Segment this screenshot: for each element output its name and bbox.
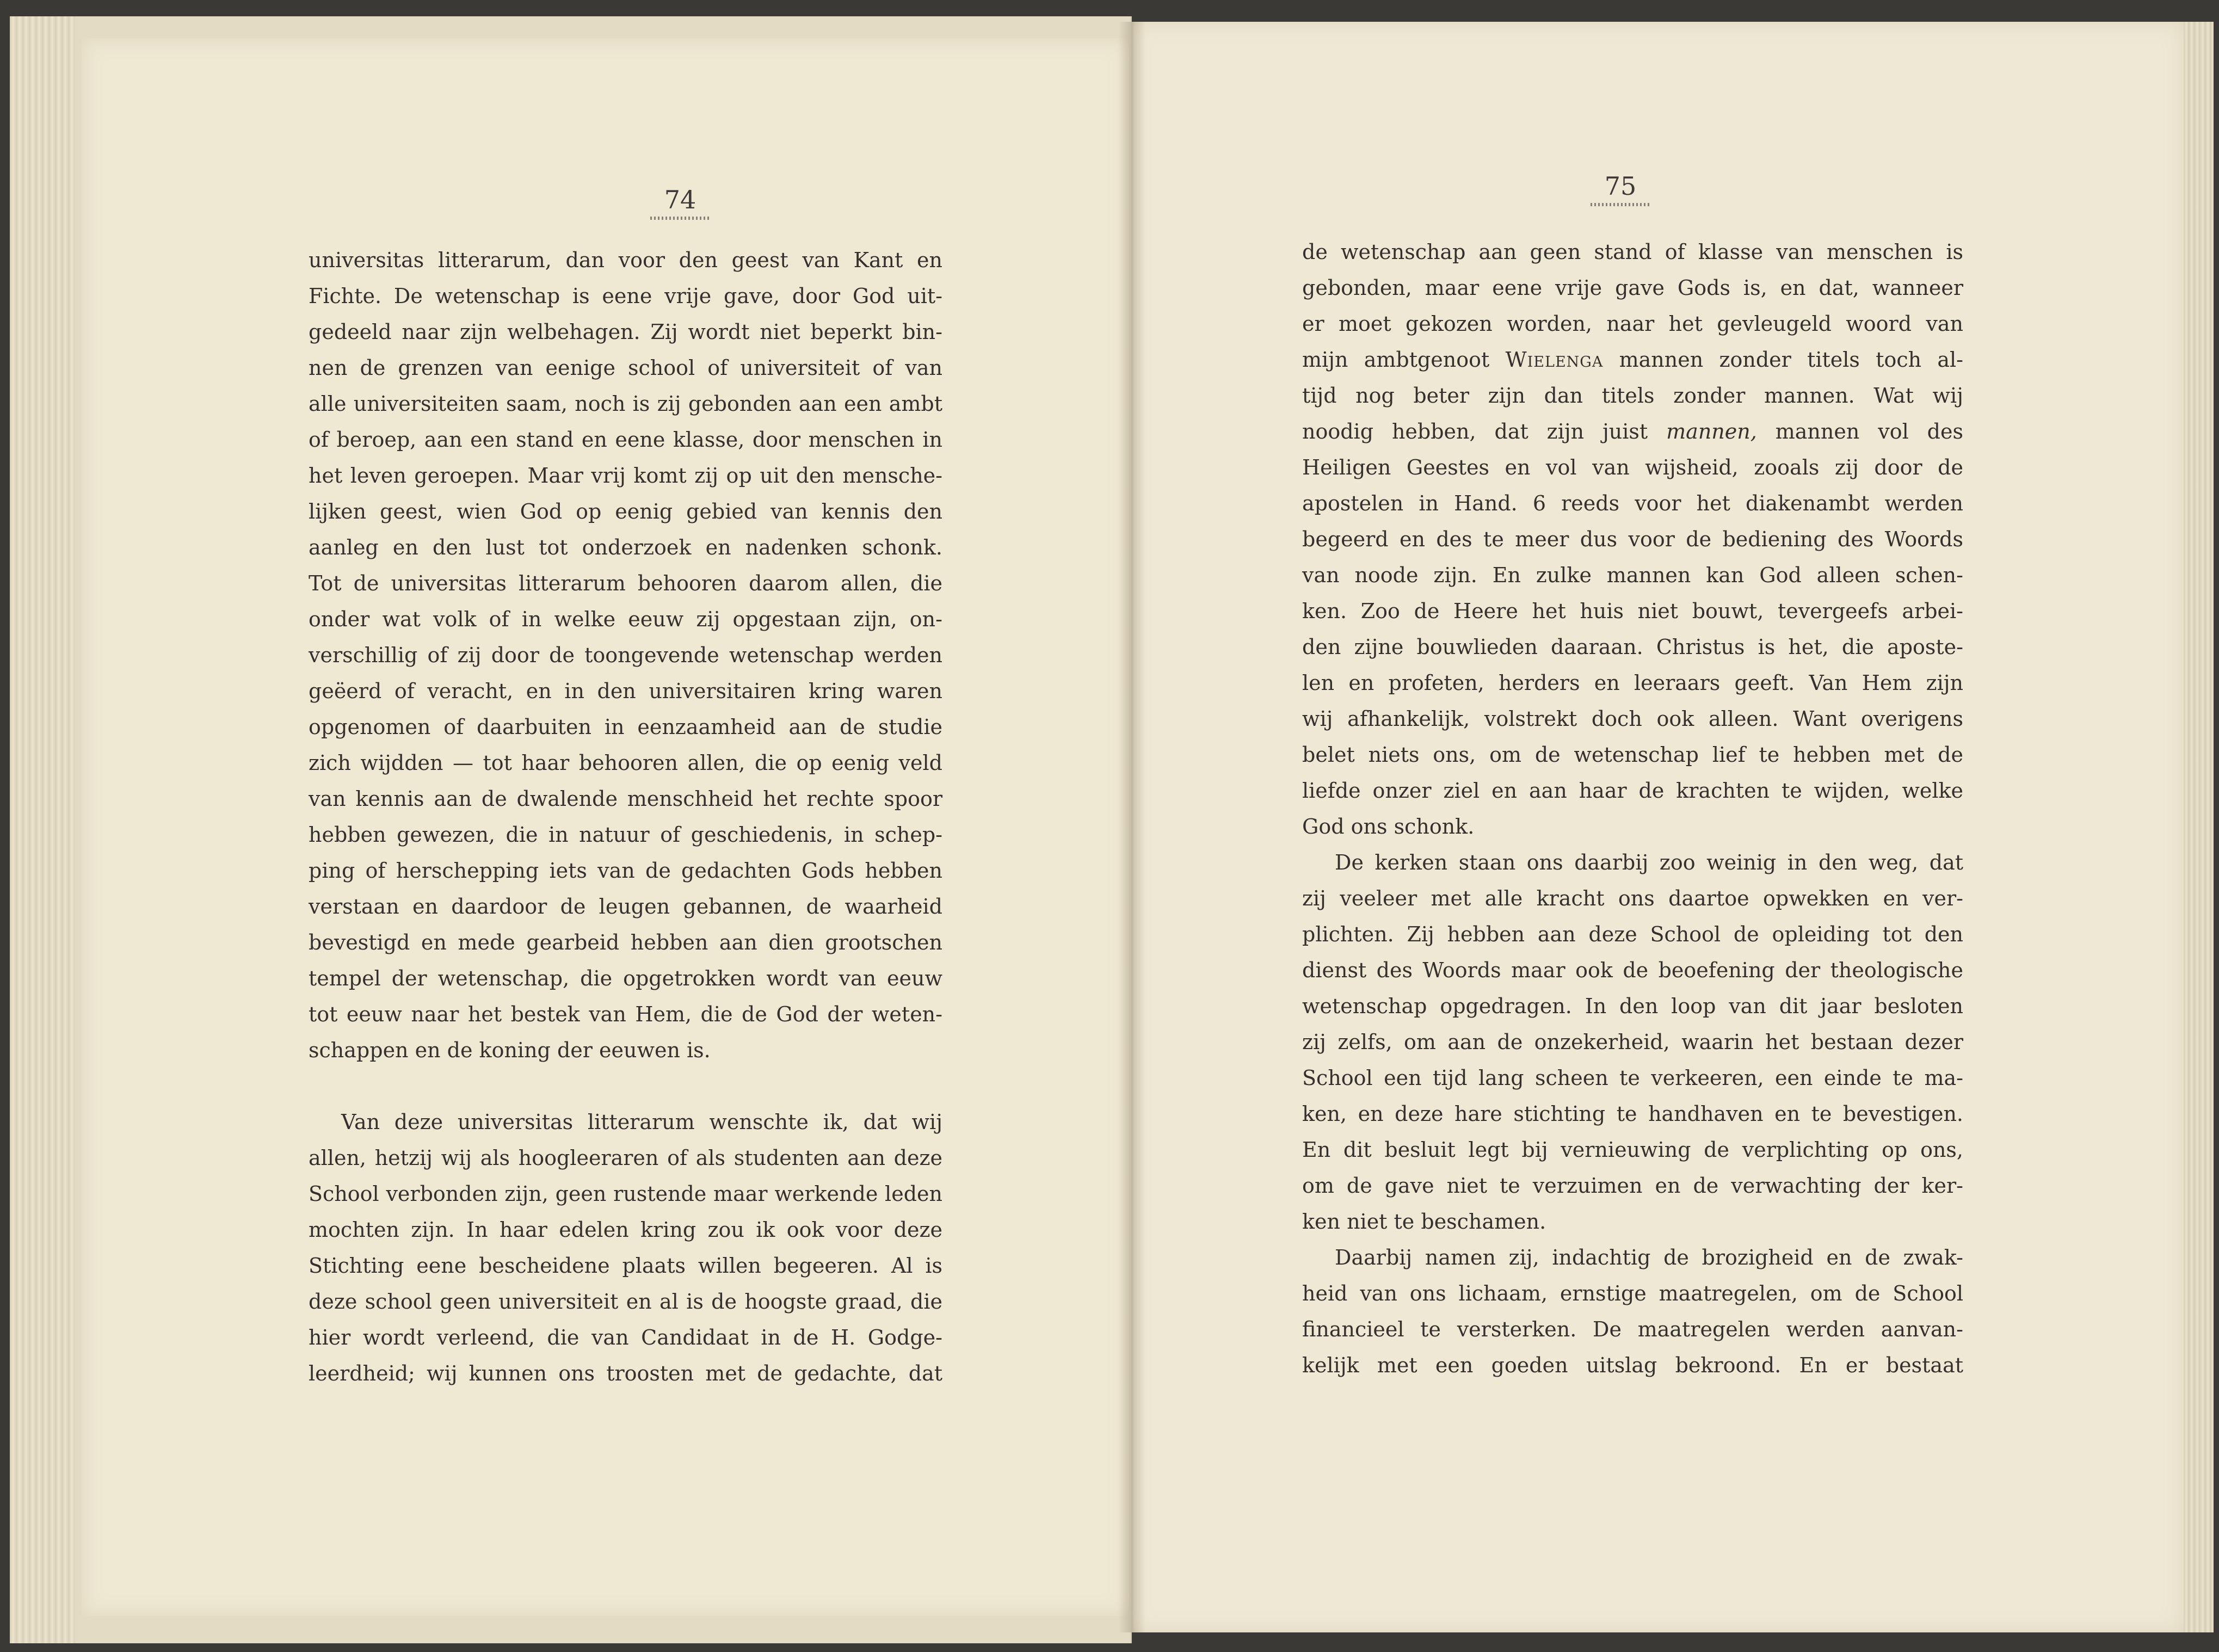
text-line: len en profeten, herders en leeraars geeft. Van Hem zijn xyxy=(1302,671,1963,695)
text-line: opgenomen of daarbuiten in eenzaamheid aan de studie xyxy=(309,715,942,739)
text-line: leerdheid; wij kunnen ons troosten met de gedachte, dat xyxy=(309,1361,942,1385)
text-line: God ons schonk. xyxy=(1302,815,1475,839)
author-name: Wielenga xyxy=(1505,348,1604,372)
page-number-right xyxy=(1566,171,1675,206)
emphasis-word: mannen, xyxy=(1666,420,1757,443)
text-line: om de gave niet te verzuimen en de verwachting der ker- xyxy=(1302,1174,1963,1198)
text-line: alle universiteiten saam, noch is zij gebonden aan een ambt xyxy=(309,392,942,416)
page-number-text: 75 xyxy=(1604,171,1637,201)
text-line: zij zelfs, om aan de onzekerheid, waarin het bestaan dezer xyxy=(1302,1030,1963,1054)
text-line: allen, hetzij wij als hoogleeraren of als studenten aan deze xyxy=(309,1146,942,1170)
text-line: tot eeuw naar het bestek van Hem, die de God der weten- xyxy=(309,1002,942,1026)
text-line: mochten zijn. In haar edelen kring zou ik ook voor deze xyxy=(309,1218,942,1242)
text-line: ken. Zoo de Heere het huis niet bouwt, tevergeefs arbei- xyxy=(1302,599,1963,623)
text-line: begeerd en des te meer dus voor de bediening des Woords xyxy=(1302,527,1963,551)
text-line: wetenschap opgedragen. In den loop van dit jaar besloten xyxy=(1302,994,1963,1018)
book-gutter xyxy=(1118,22,1145,1632)
text-line: belet niets ons, om de wetenschap lief te hebben met de xyxy=(1302,743,1963,767)
text-line: tijd nog beter zijn dan titels zonder mannen. Wat wij xyxy=(1302,384,1963,408)
text-line: of beroep, aan een stand en eene klasse, door menschen in xyxy=(309,428,942,452)
text-line: aanleg en den lust tot onderzoek en nadenken schonk. xyxy=(309,535,942,559)
text-line xyxy=(1302,414,1963,449)
text-fragment: mannen vol des xyxy=(1775,420,1963,443)
text-fragment: noodig hebben, dat zijn juist xyxy=(1302,420,1648,443)
text-line: Tot de universitas litterarum behooren daarom allen, die xyxy=(309,571,942,595)
text-line: hier wordt verleend, die van Candidaat in de H. Godge- xyxy=(309,1326,942,1349)
text-line: School een tijd lang scheen te verkeeren, een einde te ma- xyxy=(1302,1066,1963,1090)
text-line: plichten. Zij hebben aan deze School de opleiding tot den xyxy=(1302,922,1963,946)
text-line: wij afhankelijk, volstrekt doch ook alleen. Want overigens xyxy=(1302,707,1963,731)
page-number-ornament xyxy=(650,217,710,220)
text-line: geëerd of veracht, en in den universitairen kring waren xyxy=(309,679,942,703)
right-page-text xyxy=(1302,234,1963,1383)
text-line: universitas litterarum, dan voor den geest van Kant en xyxy=(309,248,942,272)
text-line: onder wat volk of in welke eeuw zij opgestaan zijn, on- xyxy=(309,607,942,631)
text-line: lijken geest, wien God op eenig gebied van kennis den xyxy=(309,500,942,523)
text-line: ping of herschepping iets van de gedachten Gods hebben xyxy=(309,859,942,883)
text-line: Heiligen Geestes en vol van wijsheid, zooals zij door de xyxy=(1302,455,1963,479)
text-line: verschillig of zij door de toongevende wetenschap werden xyxy=(309,643,942,667)
text-line: schappen en de koning der eeuwen is. xyxy=(309,1038,711,1062)
text-line: er moet gekozen worden, naar het gevleugeld woord van xyxy=(1302,312,1963,336)
text-line xyxy=(1302,342,1963,378)
text-line: dienst des Woords maar ook de beoefening der theologische xyxy=(1302,958,1963,982)
text-line: financieel te versterken. De maatregelen werden aanvan- xyxy=(1302,1317,1963,1341)
text-line: ken, en deze hare stichting te handhaven en te bevestigen. xyxy=(1302,1102,1963,1126)
page-number-text: 74 xyxy=(664,185,696,214)
text-line: De kerken staan ons daarbij zoo weinig in den weg, dat xyxy=(1335,850,1963,874)
text-line: Stichting eene bescheidene plaats willen begeeren. Al is xyxy=(309,1254,942,1278)
text-line: ken niet te beschamen. xyxy=(1302,1210,1546,1234)
text-line: zij veeleer met alle kracht ons daartoe opwekken en ver- xyxy=(1302,886,1963,910)
text-line: verstaan en daardoor de leugen gebannen, de waarheid xyxy=(309,895,942,919)
paragraph-gap xyxy=(309,1068,942,1104)
text-line: van noode zijn. En zulke mannen kan God alleen schen- xyxy=(1302,563,1963,587)
text-line: nen de grenzen van eenige school of universiteit of van xyxy=(309,356,942,380)
text-line: Van deze universitas litterarum wenschte ik, dat wij xyxy=(341,1110,942,1134)
page-number-left xyxy=(626,185,735,220)
text-line: apostelen in Hand. 6 reeds voor het diakenambt werden xyxy=(1302,491,1963,515)
text-line: Daarbij namen zij, indachtig de brozigheid en de zwak- xyxy=(1335,1246,1963,1269)
text-fragment: mannen zonder titels toch al- xyxy=(1619,348,1963,372)
text-line: Fichte. De wetenschap is eene vrije gave, door God uit- xyxy=(309,284,942,308)
text-line: heid van ons lichaam, ernstige maatregelen, om de School xyxy=(1302,1281,1963,1305)
text-line: kelijk met een goeden uitslag bekroond. En er bestaat xyxy=(1302,1353,1963,1377)
text-line: de wetenschap aan geen stand of klasse van menschen is xyxy=(1302,240,1963,264)
text-line: En dit besluit legt bij vernieuwing de verplichting op ons, xyxy=(1302,1138,1963,1162)
text-line: van kennis aan de dwalende menschheid het rechte spoor xyxy=(309,787,942,811)
left-page xyxy=(82,38,1129,1616)
text-line: bevestigd en mede gearbeid hebben aan dien grootschen xyxy=(309,930,942,954)
right-page xyxy=(1131,22,2184,1632)
text-line: gebonden, maar eene vrije gave Gods is, en dat, wanneer xyxy=(1302,276,1963,300)
page-number-ornament xyxy=(1591,203,1650,206)
left-page-text xyxy=(309,242,942,1391)
text-line: School verbonden zijn, geen rustende maar werkende leden xyxy=(309,1182,942,1206)
text-line: hebben gewezen, die in natuur of geschiedenis, in schep- xyxy=(309,823,942,847)
text-line: liefde onzer ziel en aan haar de krachten te wijden, welke xyxy=(1302,779,1963,803)
text-fragment: mijn ambtgenoot xyxy=(1302,348,1490,372)
text-line: deze school geen universiteit en al is de hoogste graad, die xyxy=(309,1290,942,1314)
text-line: tempel der wetenschap, die opgetrokken wordt van eeuw xyxy=(309,966,942,990)
text-line: het leven geroepen. Maar vrij komt zij op uit den menschе- xyxy=(309,464,942,488)
text-line: gedeeld naar zijn welbehagen. Zij wordt niet beperkt bin- xyxy=(309,320,942,344)
text-line: zich wijdden — tot haar behooren allen, die op eenig veld xyxy=(309,751,942,775)
text-line: den zijne bouwlieden daaraan. Christus is het, die aposte- xyxy=(1302,635,1963,659)
